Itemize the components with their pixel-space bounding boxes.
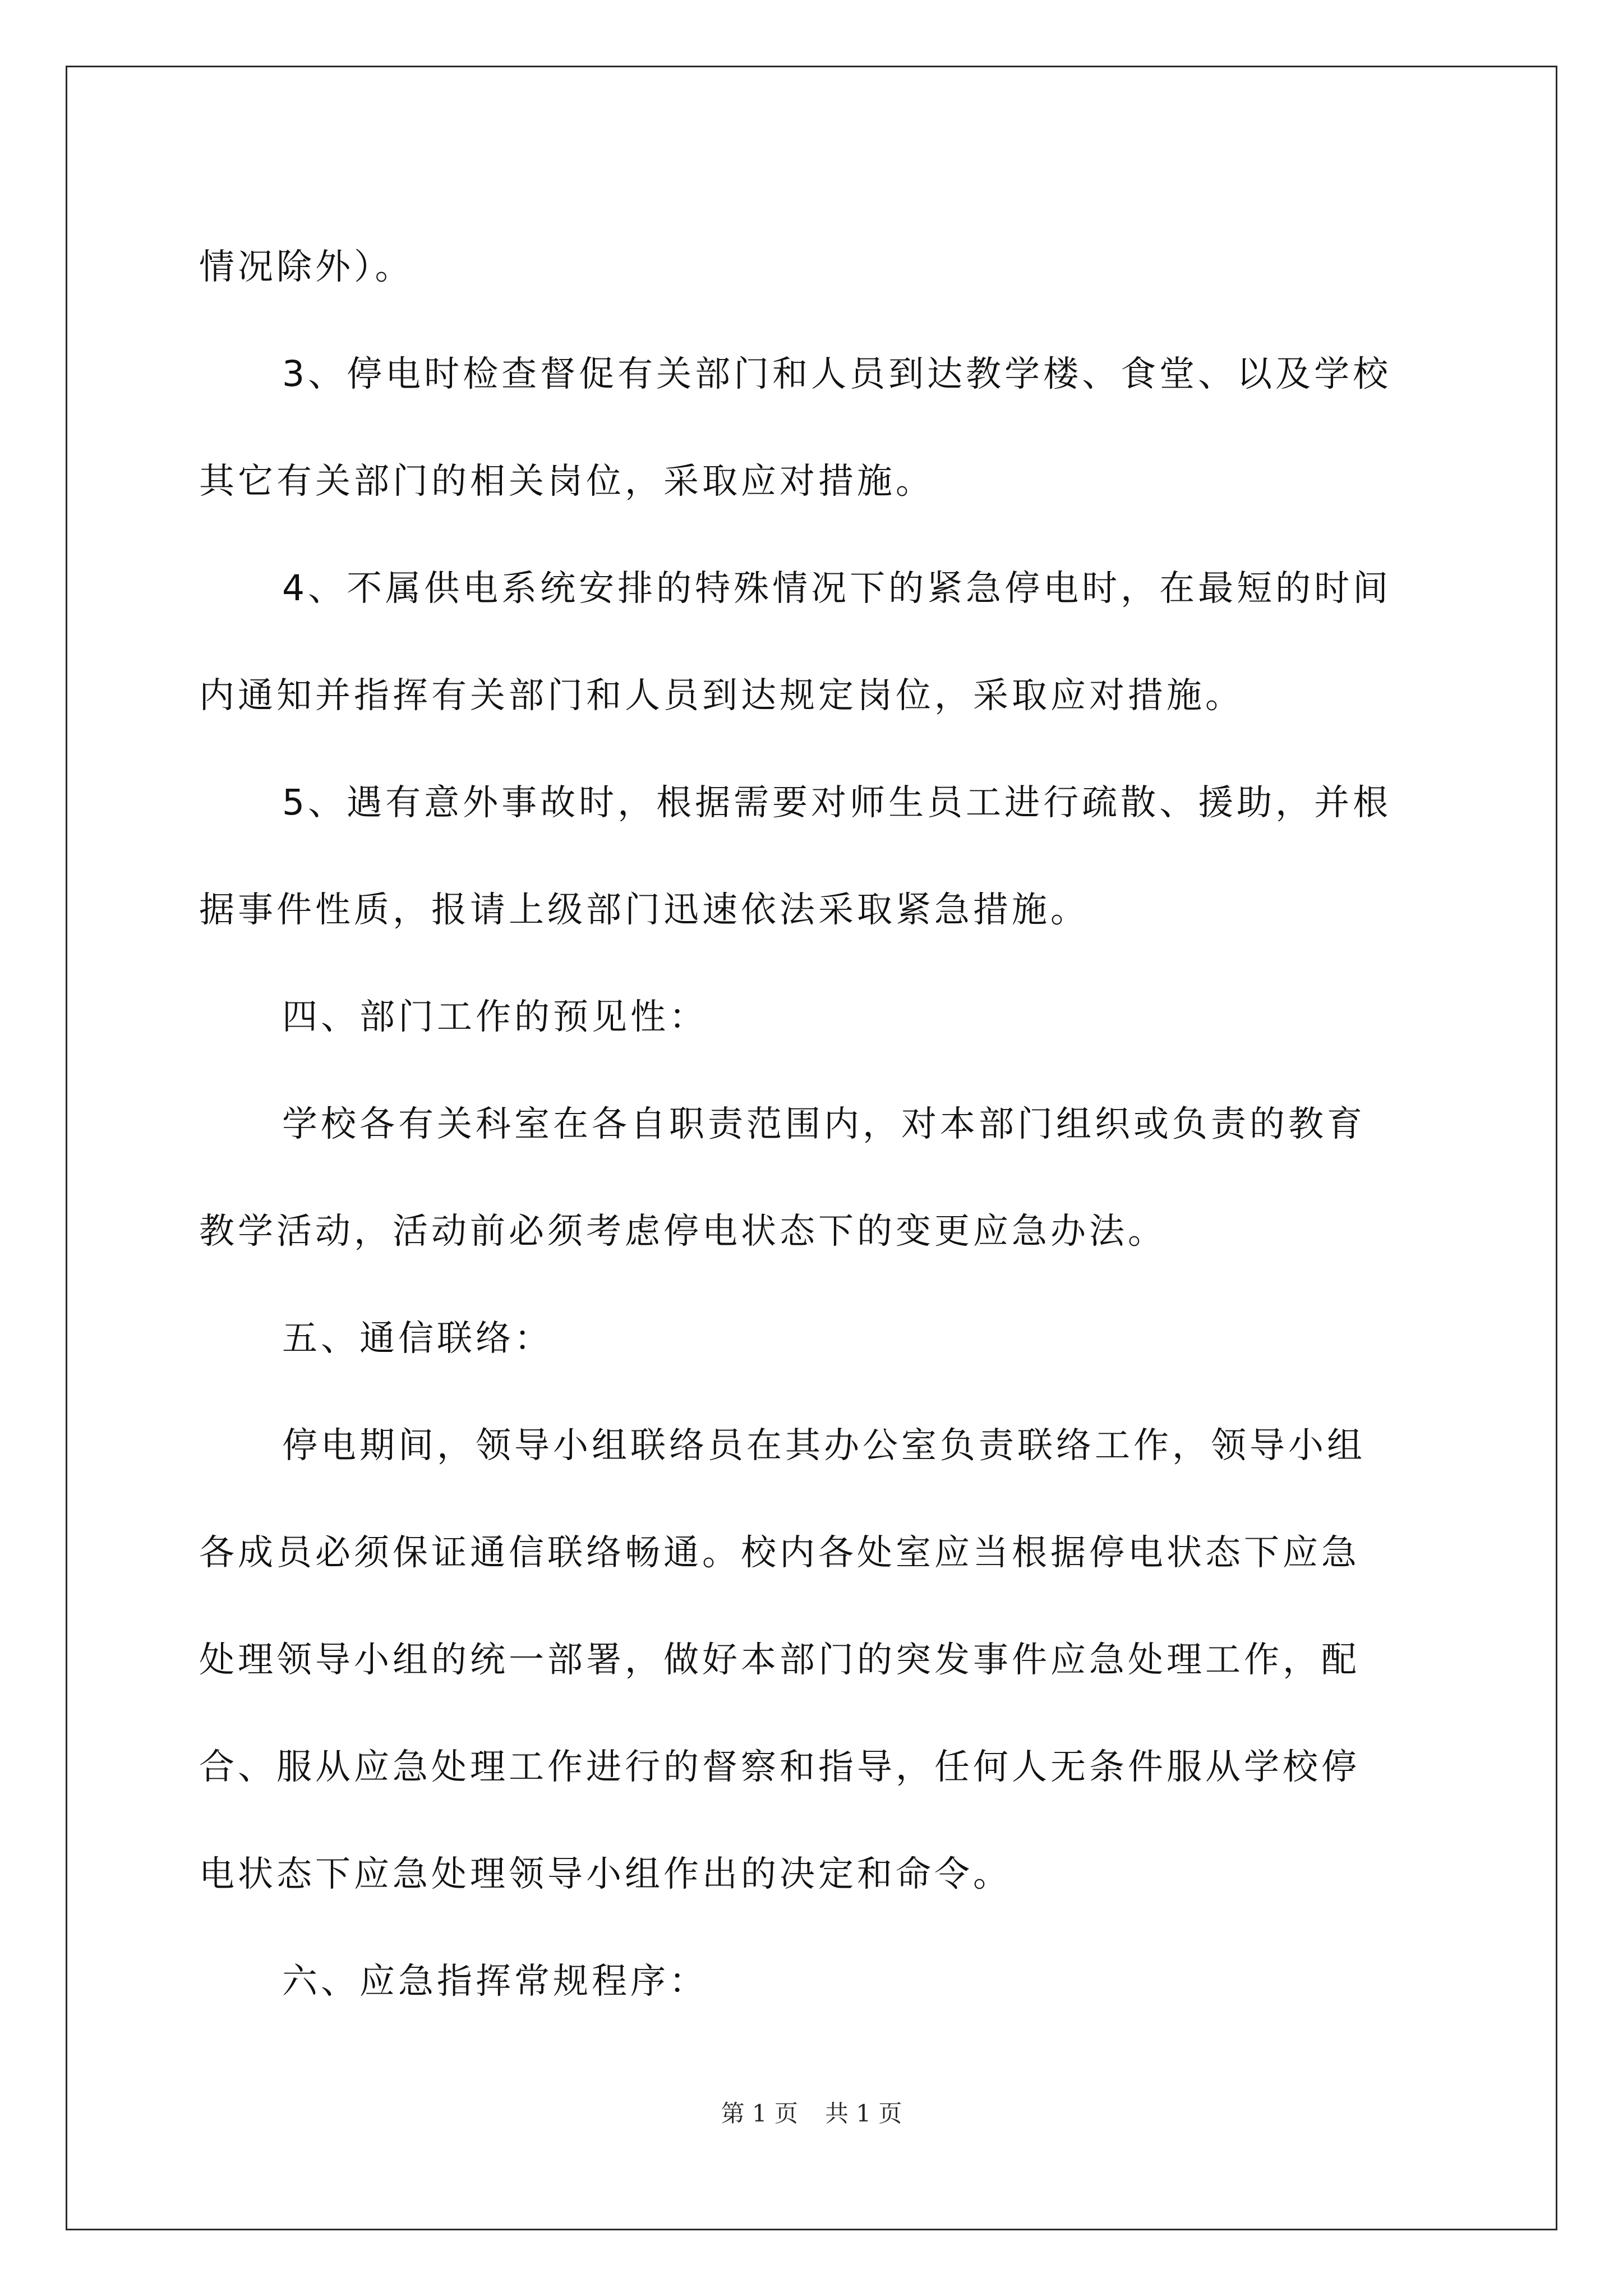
text-line: 内通知并指挥有关部门和人员到达规定岗位，采取应对措施。 bbox=[199, 675, 1244, 716]
text-line: 情况除外）。 bbox=[199, 246, 414, 287]
text-line: 教学活动，活动前必须考虑停电状态下的变更应急办法。 bbox=[199, 1211, 1166, 1251]
page-number: 第 1 页 bbox=[721, 2100, 798, 2127]
section-heading: 六、应急指挥常规程序： bbox=[282, 1961, 708, 2001]
section-heading: 五、通信联络： bbox=[282, 1318, 553, 1359]
text-line: 5、遇有意外事故时，根据需要对师生员工进行疏散、援助，并根 bbox=[282, 782, 1392, 823]
document-body bbox=[199, 213, 1427, 2035]
text-line: 合、服从应急处理工作进行的督察和指导，任何人无条件服从学校停 bbox=[199, 1746, 1360, 1787]
text-line: 停电期间，领导小组联络员在其办公室负责联络工作，领导小组 bbox=[282, 1425, 1366, 1466]
text-line: 电状态下应急处理领导小组作出的决定和命令。 bbox=[199, 1853, 1012, 1894]
text-line: 4、不属供电系统安排的特殊情况下的紧急停电时，在最短的时间 bbox=[282, 568, 1392, 609]
text-line: 3、停电时检查督促有关部门和人员到达教学楼、食堂、以及学校 bbox=[282, 353, 1392, 394]
page-footer bbox=[0, 2095, 1623, 2129]
total-pages: 共 1 页 bbox=[825, 2100, 902, 2127]
text-line: 据事件性质，报请上级部门迅速依法采取紧急措施。 bbox=[199, 889, 1089, 930]
text-line: 学校各有关科室在各自职责范围内，对本部门组织或负责的教育 bbox=[282, 1103, 1366, 1144]
text-line: 其它有关部门的相关岗位，采取应对措施。 bbox=[199, 461, 934, 501]
section-heading: 四、部门工作的预见性： bbox=[282, 996, 708, 1037]
text-line: 处理领导小组的统一部署，做好本部门的突发事件应急处理工作，配 bbox=[199, 1639, 1360, 1680]
text-line: 各成员必须保证通信联络畅通。校内各处室应当根据停电状态下应急 bbox=[199, 1532, 1360, 1573]
